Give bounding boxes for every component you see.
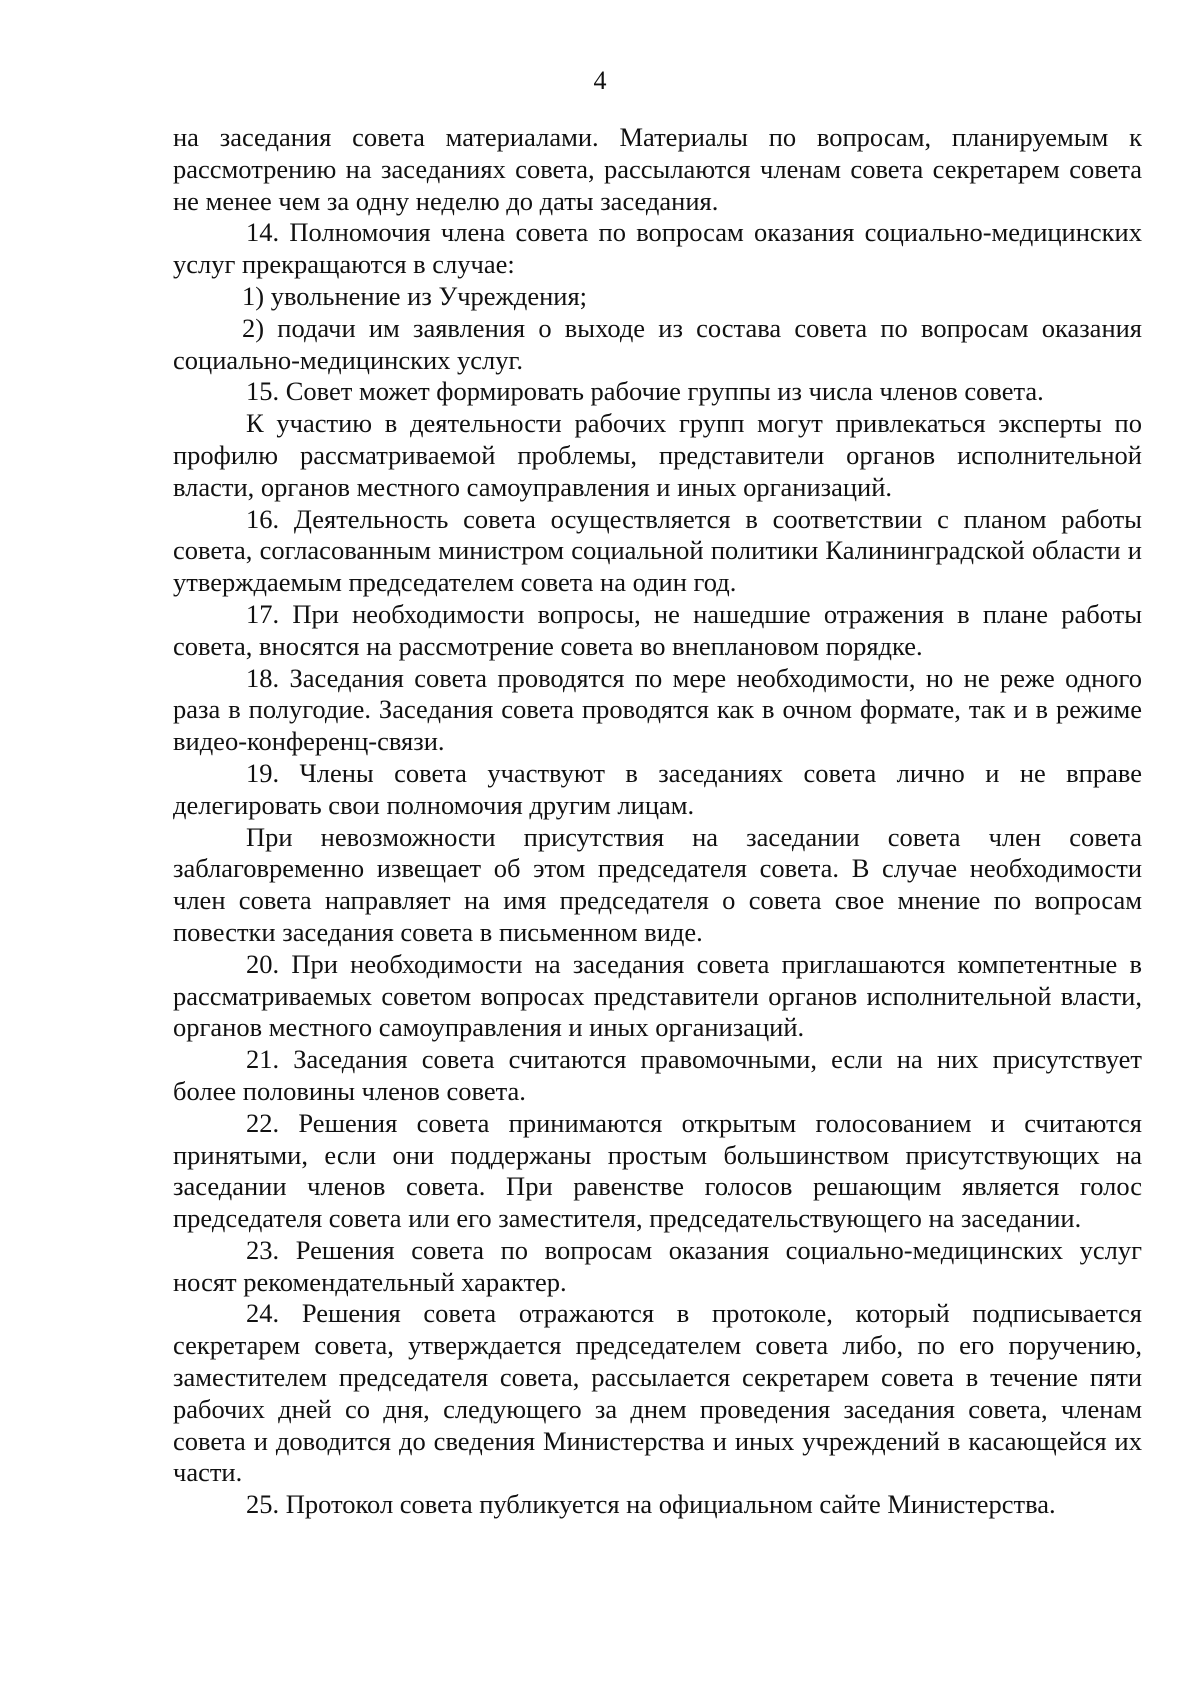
paragraph-18: 18. Заседания совета проводятся по мере необходимости, но не реже одного раза в полугодие. Заседания совета проводятся как в очном формате, так и в режиме видео-конференц-связи. (173, 662, 1142, 757)
paragraph-25: 25. Протокол совета публикуется на официальном сайте Министерства. (246, 1489, 1056, 1520)
paragraph-materials-continuation: на заседания совета материалами. Материалы по вопросам, планируемым к рассмотрению на заседаниях совета, рассылаются членам совета секретарем совета не менее чем за одну неделю до даты заседания. (173, 122, 1142, 216)
paragraph-23: 23. Решения совета по вопросам оказания социально-медицинских услуг носят рекомендательный характер. (173, 1234, 1142, 1297)
paragraph-21: 21. Заседания совета считаются правомочными, если на них присутствует более половины членов совета. (173, 1044, 1142, 1106)
paragraph-20: 20. При необходимости на заседания совета приглашаются компетентные в рассматриваемых советом вопросах представители органов исполнительной власти, органов местного самоуправления и иных организаций. (173, 948, 1142, 1043)
paragraph-16: 16. Деятельность совета осуществляется в соответствии с планом работы совета, согласованным министром социальной политики Калининградской области и утверждаемым председателем совета на один год. (173, 503, 1142, 598)
paragraph-22: 22. Решения совета принимаются открытым голосованием и считаются принятыми, если они поддержаны простым большинством присутствующих на заседании членов совета. При равенстве голосов решающим является голос председателя совета или его заместителя, председательствующего на заседании. (173, 1107, 1142, 1234)
paragraph-15: 15. Совет может формировать рабочие группы из числа членов совета. (246, 376, 1044, 407)
paragraph-17: 17. При необходимости вопросы, не нашедшие отражения в плане работы совета, вносятся на рассмотрение совета во внеплановом порядке. (173, 598, 1142, 661)
paragraph-19: 19. Члены совета участвуют в заседаниях совета лично и не вправе делегировать свои полномочия другим лицам. (173, 757, 1142, 820)
page-number: 4 (593, 66, 607, 95)
paragraph-24: 24. Решения совета отражаются в протоколе, который подписывается секретарем совета, утверждается председателем совета либо, по его поручению, заместителем председателя совета, рассылается секретарем совета в течение пяти рабочих дней со дня, следующего за днем проведения заседания совета, членам совета и доводится до сведения Министерства и иных учреждений в касающейся их части. (173, 1298, 1142, 1488)
paragraph-15-working-groups: К участию в деятельности рабочих групп могут привлекаться эксперты по профилю рассматриваемой проблемы, представители органов исполнительной власти, органов местного самоуправления и иных организаций. (173, 408, 1142, 502)
list-item-1: 1) увольнение из Учреждения; (242, 280, 588, 311)
list-item-2: 2) подачи им заявления о выходе из состава совета по вопросам оказания социально-медицинских услуг. (173, 312, 1142, 375)
paragraph-14: 14. Полномочия члена совета по вопросам оказания социально-медицинских услуг прекращаются в случае: (173, 217, 1142, 280)
document-body (173, 122, 1142, 1521)
paragraph-19-absence: При невозможности присутствия на заседании совета член совета заблаговременно извещает об этом председателя совета. В случае необходимости член совета направляет на имя председателя о совета свое мнение по вопросам повестки заседания совета в письменном виде. (173, 821, 1142, 947)
